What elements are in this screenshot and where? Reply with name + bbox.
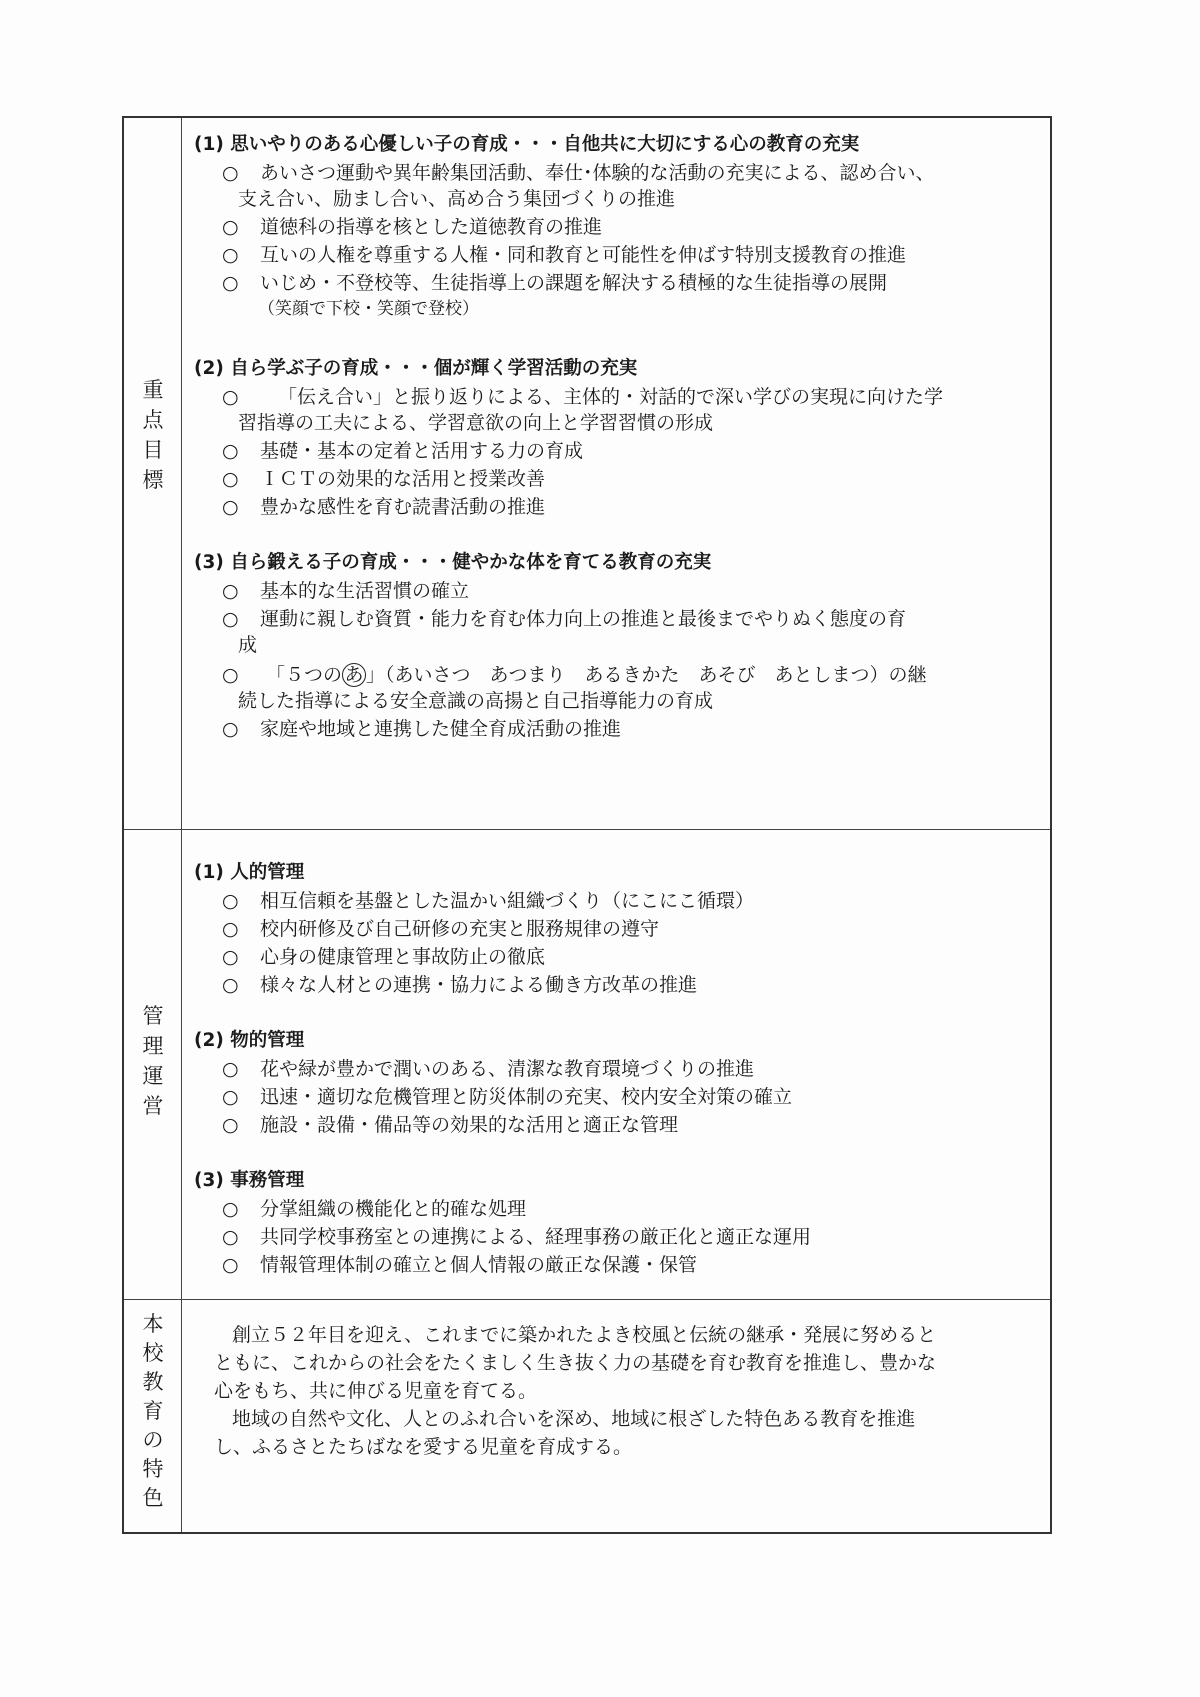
features-label-char: 特: [142, 1457, 164, 1481]
bullet-icon: ○: [222, 1086, 239, 1108]
management-item-text: 花や緑が豊かで潤いのある、清潔な教育環境づくりの推進: [260, 1058, 755, 1080]
goal-item-text: [266, 662, 927, 688]
management-item-text: 心身の健康管理と事故防止の徹底: [260, 946, 546, 968]
goals-label-char: 点: [142, 408, 164, 432]
goal-item-text: 豊かな感性を育む読書活動の推進: [260, 496, 546, 518]
management-heading-2: (2) 物的管理: [194, 1030, 305, 1051]
goal-item-text: 基本的な生活習慣の確立: [260, 580, 470, 602]
goal-item-text: いじめ・不登校等、生徒指導上の課題を解決する積極的な生徒指導の展開: [260, 272, 888, 294]
management-heading-1: (1) 人的管理: [194, 862, 305, 883]
goal-item-text: 家庭や地域と連携した健全育成活動の推進: [260, 718, 622, 740]
features-paragraph-line: ともに、これからの社会をたくましく生き抜く力の基礎を育む教育を推進し、豊かな: [214, 1352, 937, 1374]
features-label-char: 色: [142, 1486, 164, 1510]
bullet-icon: ○: [222, 386, 239, 408]
goal-heading-1: (1) 思いやりのある心優しい子の育成・・・自他共に大切にする心の教育の充実: [194, 134, 860, 155]
bullet-icon: ○: [222, 1254, 239, 1276]
goal-item-text: 運動に親しむ資質・能力を育む体力向上の推進と最後までやりぬく態度の育: [260, 608, 907, 630]
circled-a-mark: あ: [342, 663, 366, 687]
management-content: [182, 830, 1050, 1299]
management-label: [124, 830, 182, 1299]
bullet-icon: ○: [222, 946, 239, 968]
goal-item-text: 習指導の工夫による、学習意欲の向上と学習習慣の形成: [238, 412, 714, 434]
goal-item-note: （笑顔で下校・笑顔で登校）: [258, 299, 479, 319]
goals-row: [124, 118, 1050, 830]
management-item-text: 分掌組織の機能化と的確な処理: [260, 1198, 527, 1220]
bullet-icon: ○: [222, 1114, 239, 1136]
goal-item-text: 互いの人権を尊重する人権・同和教育と可能性を伸ばす特別支援教育の推進: [260, 244, 907, 266]
goal-item-text: 「伝え合い」と振り返りによる、主体的・対話的で深い学びの実現に向けた学: [278, 386, 944, 408]
bullet-icon: ○: [222, 244, 239, 266]
bullet-icon: ○: [222, 162, 239, 184]
bullet-icon: ○: [222, 664, 239, 686]
features-label: [124, 1300, 182, 1532]
bullet-icon: ○: [222, 440, 239, 462]
goal-item-text: 続した指導による安全意識の高揚と自己指導能力の育成: [238, 690, 714, 712]
goal-item-text: あいさつ運動や異年齢集団活動、奉仕･体験的な活動の充実による、認め合い、: [260, 162, 935, 184]
goals-label-char: 標: [142, 468, 164, 492]
bullet-icon: ○: [222, 468, 239, 490]
management-label-char: 営: [142, 1094, 164, 1118]
management-item-text: 校内研修及び自己研修の充実と服務規律の遵守: [260, 918, 660, 940]
goals-label-char: 重: [142, 378, 164, 402]
goal-item-text: 成: [238, 634, 258, 656]
management-item-text: 施設・設備・備品等の効果的な活用と適正な管理: [260, 1114, 679, 1136]
bullet-icon: ○: [222, 1226, 239, 1248]
management-label-char: 管: [142, 1004, 164, 1028]
management-item-text: 情報管理体制の確立と個人情報の厳正な保護・保管: [260, 1254, 698, 1276]
features-label-char: 本: [142, 1312, 164, 1336]
management-label-char: 運: [142, 1064, 164, 1088]
goal-heading-2: (2) 自ら学ぶ子の育成・・・個が輝く学習活動の充実: [194, 358, 638, 379]
features-label-char: の: [142, 1428, 164, 1452]
bullet-icon: ○: [222, 1198, 239, 1220]
bullet-icon: ○: [222, 272, 239, 294]
bullet-icon: ○: [222, 718, 239, 740]
management-item-text: 迅速・適切な危機管理と防災体制の充実、校内安全対策の確立: [260, 1086, 793, 1108]
management-label-char: 理: [142, 1034, 164, 1058]
management-item-text: 相互信頼を基盤とした温かい組織づくり（にこにこ循環）: [260, 890, 755, 912]
management-item-text: 共同学校事務室との連携による、経理事務の厳正化と適正な運用: [260, 1226, 812, 1248]
management-heading-3: (3) 事務管理: [194, 1170, 305, 1191]
features-paragraph-line: 地域の自然や文化、人とのふれ合いを深め、地域に根ざした特色ある教育を推進: [232, 1408, 916, 1430]
bullet-icon: ○: [222, 918, 239, 940]
goals-label-char: 目: [142, 438, 164, 462]
bullet-icon: ○: [222, 580, 239, 602]
features-paragraph-line: 創立５２年目を迎え、これまでに築かれたよき校風と伝統の継承・発展に努めると: [232, 1324, 937, 1346]
features-paragraph-line: 心をもち、共に伸びる児童を育てる。: [214, 1380, 538, 1402]
management-item-text: 様々な人材との連携・協力による働き方改革の推進: [260, 974, 698, 996]
features-label-char: 育: [142, 1399, 164, 1423]
bullet-icon: ○: [222, 608, 239, 630]
features-row: [124, 1300, 1050, 1532]
bullet-icon: ○: [222, 496, 239, 518]
bullet-icon: ○: [222, 974, 239, 996]
goals-content: [182, 118, 1050, 829]
features-label-char: 校: [142, 1341, 164, 1365]
features-label-char: 教: [142, 1370, 164, 1394]
quote-rest-text: 」（あいさつ あつまり あるきかた あそび あとしまつ）の継: [366, 664, 927, 686]
management-row: [124, 830, 1050, 1300]
bullet-icon: ○: [222, 890, 239, 912]
goals-label: [124, 118, 182, 829]
features-content: [182, 1300, 1050, 1532]
goal-item-text: 支え合い、励まし合い、高め合う集団づくりの推進: [238, 188, 676, 210]
school-policy-table: [122, 116, 1052, 1534]
goal-item-text: 基礎・基本の定着と活用する力の育成: [260, 440, 584, 462]
features-paragraph-line: し、ふるさとたちばなを愛する児童を育成する。: [214, 1436, 633, 1458]
goal-item-text: ＩＣＴの効果的な活用と授業改善: [260, 468, 546, 490]
quote-open-text: 「５つの: [266, 664, 343, 686]
goal-heading-3: (3) 自ら鍛える子の育成・・・健やかな体を育てる教育の充実: [194, 552, 712, 573]
bullet-icon: ○: [222, 1058, 239, 1080]
bullet-icon: ○: [222, 216, 239, 238]
goal-item-text: 道徳科の指導を核とした道徳教育の推進: [260, 216, 603, 238]
